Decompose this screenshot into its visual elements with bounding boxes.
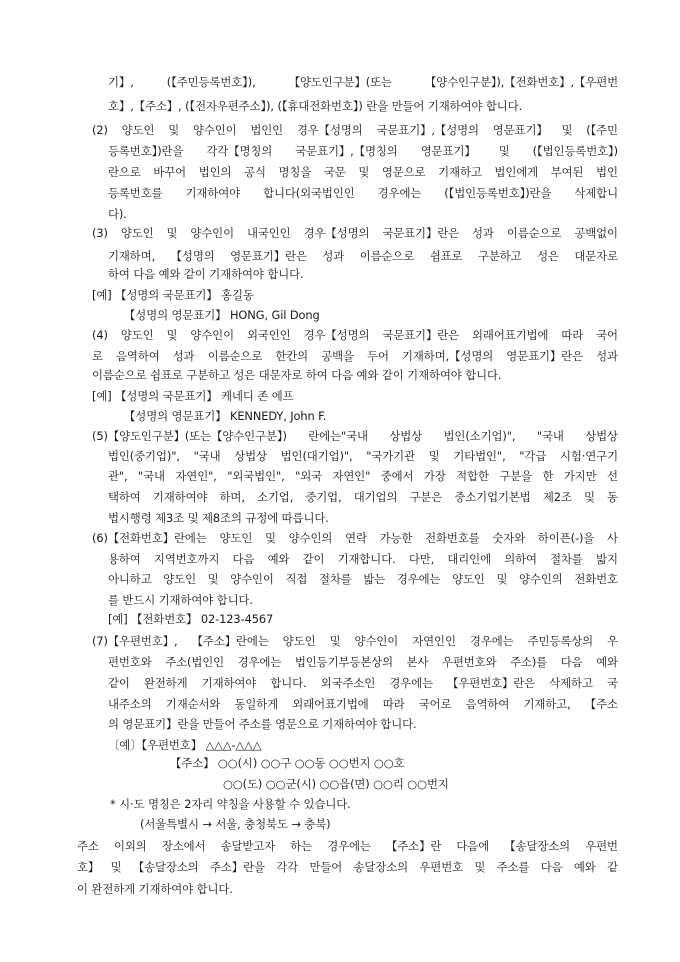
text-line: 기재하며, 【성명의 영문표기】란은 성과 이름순으로 쉼표로 구분하고 성은 대문자로 [108, 249, 618, 263]
text-line: 란으로 바꾸어 법인의 공식 명칭을 국문 및 영문으로 기재하고 법인에게 부여된 법인 [108, 165, 618, 179]
text-line: (7)【우편번호】, 【주소】란에는 양도인 및 양수인이 자연인인 경우에는 주민등록상의 우 [92, 634, 618, 648]
text-line: 주소 이외의 장소에서 송달받고자 하는 경우에는 【주소】란 다음에 【송달장소의 우편번 [77, 839, 618, 853]
text-line: 법인(중기업)", "국내 상법상 법인(대기업)", "국가기관 및 기타법인", "각급 시험·연구기 [108, 449, 618, 463]
text-line: 호】 및 【송달장소의 주소】란을 각각 만들어 송달장소의 우편번호 및 주소를 다음 예와 같 [77, 860, 618, 874]
text-line: (서울특별시 → 서울, 충청북도 → 충북) [140, 817, 331, 831]
text-line: (6)【전화번호】란에는 양도인 및 양수인의 연락 가능한 전화번호를 숫자와 하이픈(-)을 사 [92, 531, 618, 545]
text-line: 내주소의 기재순서와 동일하게 외래어표기법에 따라 국어로 음역하여 기재하고, 【주소 [108, 697, 618, 711]
text-line: 이름순으로 쉼표로 구분하고 성은 대문자로 하여 다음 예와 같이 기재하여야 합니다. [92, 368, 502, 382]
text-line: 용하여 지역번호까지 다음 예와 같이 기재합니다. 다만, 대리인에 의하여 절차를 밟지 [108, 552, 618, 566]
text-line: 같이 완전하게 기재하여야 합니다. 외국주소인 경우에는 【우편번호】란은 삭제하고 국 [108, 676, 618, 690]
text-line: [예] 【성명의 국문표기】 케네디 존 에프 [92, 389, 294, 403]
text-line: [예] 【성명의 국문표기】 홍길동 [92, 288, 254, 302]
text-line: 【주소】 ○○(시) ○○구 ○○동 ○○번지 ○○호 [170, 756, 405, 770]
text-line: (2) 양도인 및 양수인이 법인인 경우【성명의 국문표기】,【성명의 영문표기】 및 (【주민 [92, 123, 618, 137]
text-line: 등록번호】)란을 각각【명칭의 국문표기】,【명칭의 영문표기】 및 (【법인등록번호】) [108, 144, 618, 158]
text-line: 〔예〕【우편번호】 △△△-△△△ [108, 738, 262, 752]
text-line: (4) 양도인 및 양수인이 외국인인 경우【성명의 국문표기】란은 외래어표기법에 따라 국어 [92, 328, 618, 342]
text-line: 를 반드시 기재하여야 합니다. [108, 593, 253, 607]
text-line: 아니하고 양도인 및 양수인이 직접 절차를 밟는 경우에는 양도인 및 양수인의 전화번호 [108, 572, 618, 586]
text-line: 택하여 기재하여야 하며, 소기업, 중기업, 대기업의 구분은 중소기업기본법 제2조 및 동 [108, 490, 618, 504]
text-line: 호】,【주소】, (【전자우편주소】), (【휴대전화번호】) 란을 만들어 기재하여야 합니다. [108, 99, 523, 113]
text-line: 【성명의 영문표기】 HONG, Gil Dong [124, 308, 320, 322]
text-line: 등록번호를 기재하여야 합니다(외국법인인 경우에는 (【법인등록번호】)란을 삭제합니 [108, 186, 618, 200]
text-line: 이 완전하게 기재하여야 합니다. [77, 882, 233, 896]
text-line: 하여 다음 예와 같이 기재하여야 합니다. [108, 267, 304, 281]
text-line: 관", "국내 자연인", "외국법인", "외국 자연인" 중에서 가장 적합한 구분을 한 가지만 선 [108, 469, 618, 483]
text-line: 【성명의 영문표기】 KENNEDY, John F. [124, 409, 327, 423]
text-line: 의 영문표기】란을 만들어 주소를 영문으로 기재하여야 합니다. [108, 717, 417, 731]
text-line: (5)【양도인구분】(또는【양수인구분】) 란에는"국내 상법상 법인(소기업)", "국내 상법상 [92, 429, 618, 443]
text-line: 법시행령 제3조 및 제8조의 규정에 따릅니다. [108, 511, 329, 525]
text-line: 로 음역하여 성과 이름순으로 한칸의 공백을 두어 기재하며,【성명의 영문표기】란은 성과 [92, 349, 618, 363]
text-line: ○○(도) ○○군(시) ○○읍(면) ○○리 ○○번지 [223, 777, 449, 791]
text-line: (3) 양도인 및 양수인이 내국인인 경우【성명의 국문표기】란은 성과 이름순으로 공백없이 [92, 226, 618, 240]
text-line: 편번호와 주소(법인인 경우에는 법인등기부등본상의 본사 우편번호와 주소)를 다음 예와 [108, 655, 618, 669]
text-line: 기】, (【주민등록번호】), 【양도인구분】(또는 【양수인구분】),【전화번호】,【우편번 [108, 75, 618, 89]
text-line: [예] 【전화번호】 02-123-4567 [108, 612, 274, 626]
text-line: 다). [108, 207, 127, 221]
text-line: * 시·도 명칭은 2자리 약칭을 사용할 수 있습니다. [110, 797, 351, 811]
